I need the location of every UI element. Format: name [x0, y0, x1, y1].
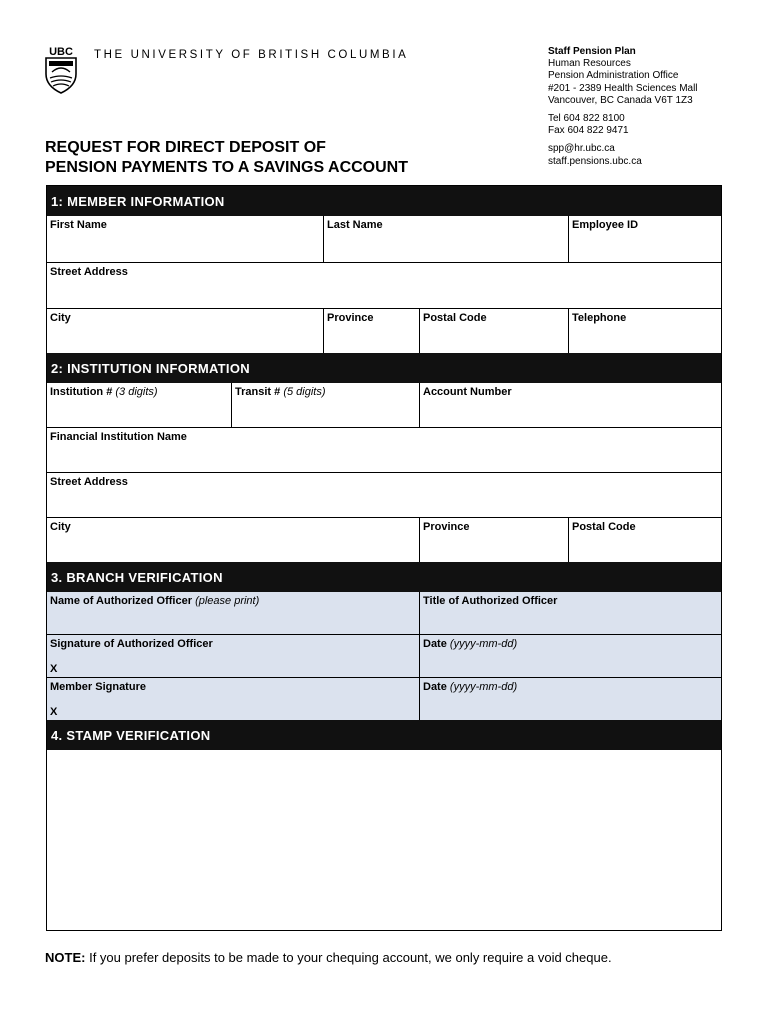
member-signature-label: Member Signature	[50, 681, 146, 693]
contact-email[interactable]: spp@hr.ubc.ca	[548, 143, 615, 155]
account-number-label: Account Number	[423, 386, 512, 398]
form-title-line-2: PENSION PAYMENTS TO A SAVINGS ACCOUNT	[45, 159, 409, 176]
ubc-logo	[44, 44, 78, 94]
institution-street-address-label: Street Address	[50, 476, 128, 488]
member-signature-x: X	[50, 706, 58, 718]
member-street-address-label: Street Address	[50, 266, 128, 278]
member-date-label: Date	[423, 681, 447, 693]
institution-number-hint: (3 digits)	[115, 386, 158, 398]
member-telephone-field[interactable]	[568, 308, 721, 353]
university-name: THE UNIVERSITY OF BRITISH COLUMBIA	[94, 49, 409, 61]
transit-number-hint: (5 digits)	[283, 386, 326, 398]
officer-date-field[interactable]	[419, 634, 721, 677]
first-name-field[interactable]	[47, 216, 323, 262]
officer-name-label: Name of Authorized Officer	[50, 595, 192, 607]
member-street-address-field[interactable]	[47, 262, 721, 308]
institution-postal-code-label: Postal Code	[572, 521, 636, 533]
member-telephone-label: Telephone	[572, 312, 627, 324]
officer-name-hint: (please print)	[195, 595, 260, 607]
note-text: If you prefer deposits to be made to your chequing account, we only require a void cheque.	[89, 950, 612, 965]
contact-fax: Fax 604 822 9471	[548, 125, 629, 137]
last-name-field[interactable]	[323, 216, 568, 262]
form-title	[45, 138, 408, 178]
institution-city-field[interactable]	[47, 517, 419, 562]
member-signature-field[interactable]	[47, 677, 419, 720]
member-province-field[interactable]	[323, 308, 419, 353]
member-postal-code-label: Postal Code	[423, 312, 487, 324]
employee-id-label: Employee ID	[572, 219, 639, 231]
employee-id-field[interactable]	[568, 216, 721, 262]
section-institution-header: 2: INSTITUTION INFORMATION	[47, 353, 721, 383]
section-stamp-header: 4. STAMP VERIFICATION	[47, 720, 721, 750]
transit-number-field[interactable]	[231, 383, 419, 427]
account-number-field[interactable]	[419, 383, 721, 427]
institution-street-address-field[interactable]	[47, 472, 721, 517]
member-date-hint: (yyyy-mm-dd)	[449, 681, 518, 693]
officer-name-field[interactable]	[47, 592, 419, 634]
officer-date-label: Date	[423, 638, 447, 650]
contact-line-4: Vancouver, BC Canada V6T 1Z3	[548, 94, 693, 106]
plan-name: Staff Pension Plan	[548, 46, 636, 57]
officer-title-label: Title of Authorized Officer	[423, 595, 558, 607]
note-label: NOTE:	[45, 950, 86, 965]
officer-signature-label: Signature of Authorized Officer	[50, 638, 213, 650]
section-member-header: 1: MEMBER INFORMATION	[47, 186, 721, 216]
financial-institution-name-field[interactable]	[47, 427, 721, 472]
officer-title-field[interactable]	[419, 592, 721, 634]
member-city-field[interactable]	[47, 308, 323, 353]
financial-institution-name-label: Financial Institution Name	[50, 431, 187, 443]
note	[45, 950, 612, 965]
stamp-area[interactable]	[47, 750, 721, 929]
transit-number-label: Transit #	[235, 386, 281, 398]
logo-text: UBC	[49, 46, 73, 58]
contact-website[interactable]: staff.pensions.ubc.ca	[548, 155, 642, 167]
contact-block	[548, 46, 698, 168]
officer-date-hint: (yyyy-mm-dd)	[449, 638, 518, 650]
ubc-crest-icon	[44, 44, 78, 94]
contact-line-1: Human Resources	[548, 58, 631, 70]
deposit-form	[46, 185, 722, 931]
institution-number-field[interactable]	[47, 383, 231, 427]
last-name-label: Last Name	[327, 219, 383, 231]
first-name-label: First Name	[50, 219, 107, 231]
contact-line-2: Pension Administration Office	[548, 70, 679, 82]
institution-province-label: Province	[423, 521, 470, 533]
institution-city-label: City	[50, 521, 71, 533]
institution-province-field[interactable]	[419, 517, 568, 562]
institution-number-label: Institution #	[50, 386, 113, 398]
member-date-field[interactable]	[419, 677, 721, 720]
section-branch-header: 3. BRANCH VERIFICATION	[47, 562, 721, 592]
contact-line-3: #201 - 2389 Health Sciences Mall	[548, 82, 698, 94]
officer-signature-x: X	[50, 663, 58, 675]
member-province-label: Province	[327, 312, 374, 324]
officer-signature-field[interactable]	[47, 634, 419, 677]
member-city-label: City	[50, 312, 71, 324]
contact-tel: Tel 604 822 8100	[548, 113, 625, 125]
member-postal-code-field[interactable]	[419, 308, 568, 353]
institution-postal-code-field[interactable]	[568, 517, 721, 562]
form-title-line-1: REQUEST FOR DIRECT DEPOSIT OF	[45, 139, 326, 156]
